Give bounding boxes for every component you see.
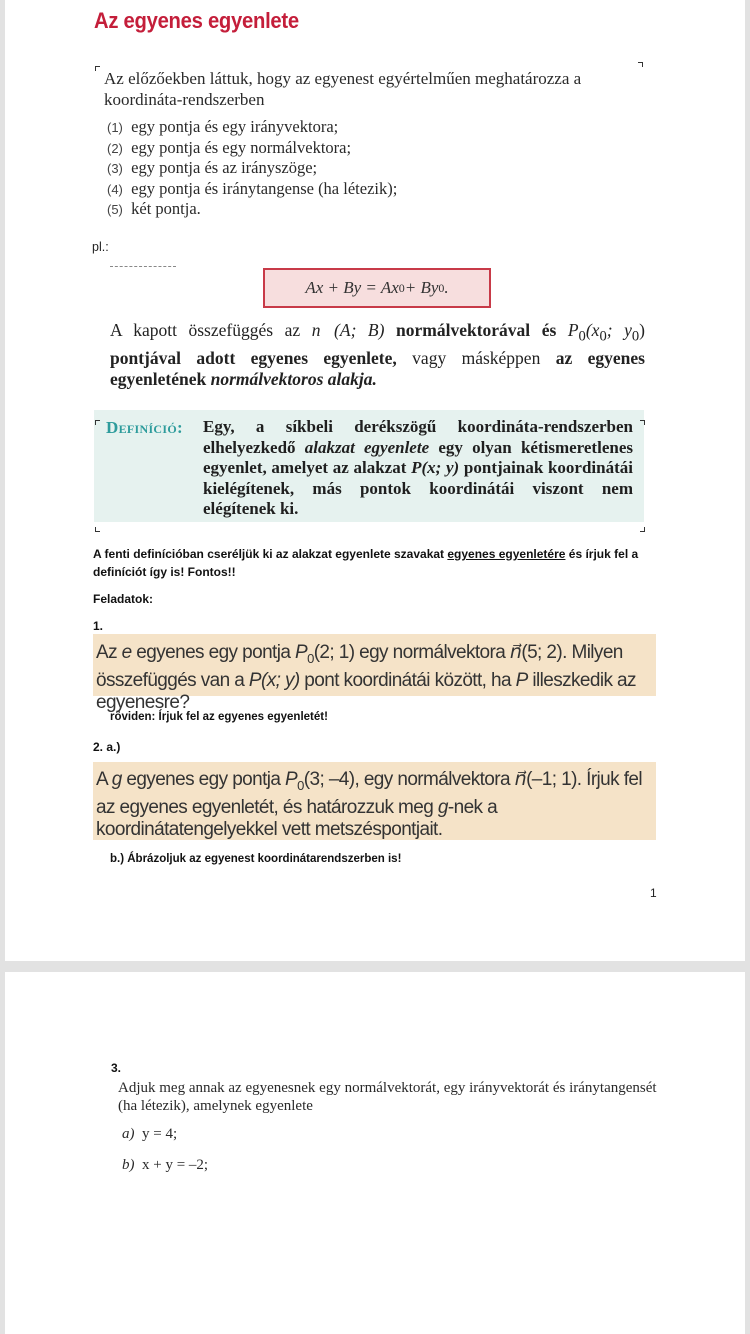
document-page-2 [5, 972, 745, 1334]
corner-mark [640, 527, 645, 532]
instruction-note: A fenti definícióban cseréljük ki az alakzat egyenlete szavakat egyenes egyenletére és írjuk fel a definíciót így is! Fontos!! [93, 547, 639, 579]
formula-box: Ax + By = Ax 0 + By 0 . [263, 268, 491, 308]
intro-paragraph: Az előzőekben láttuk, hogy az egyenest egyértelműen meghatározza a koordináta-rendszerben [104, 69, 582, 109]
corner-mark [638, 62, 643, 67]
corner-mark [95, 66, 100, 71]
task-3-number: 3. [111, 1061, 122, 1075]
list-item: (4) egy pontja és iránytangense (ha létezik); [107, 178, 398, 198]
explanation-paragraph: A kapott összefüggés az n⃗(A; B) normálvektorával és $P_0(x_0$; $y_0$) pontjával adott egyenes egyenlete, vagy másképpen az egyenes egyenletének normálvektoros alakja. [110, 320, 645, 389]
definition-text: Egy, a síkbeli derékszögű koordináta-rendszerben elhelyezkedő alakzat egyenlete egy olyan kétismeretlenes egyenlet, amelyet az alakzat P(x; y) pontjainak koordinátái kielégítenek, más pontok koordinátái viszont nem elégítenek ki. [203, 417, 633, 518]
corner-mark [640, 420, 645, 425]
task-3-item-a: a) y = 4; [122, 1126, 178, 1142]
task-1-number: 1. [93, 619, 104, 633]
task-2-part-b: b.) Ábrázoljuk az egyenest koordinátarendszerben is! [110, 853, 402, 865]
page-title: Az egyenes egyenlete [94, 8, 299, 33]
example-label: pl.: [92, 240, 109, 254]
page-number: 1 [650, 886, 657, 900]
task-2-number: 2. a.) [93, 740, 121, 754]
list-item: (1) egy pontja és egy irányvektora; [107, 117, 339, 136]
task-2-box: A g egyenes egy pontja $P_0(3$; –4), egy normálvektora n⃗(–1; 1). Írjuk fel az egyenes egyenletét, és határozzuk meg g-nek a koordinátatengelyekkel vett metszéspontjait. [93, 762, 656, 840]
tasks-heading: Feladatok: [93, 592, 154, 606]
dashed-divider [110, 266, 176, 267]
task-3-item-b: b) x + y = –2; [122, 1157, 209, 1173]
task-1-box: Az e egyenes egy pontja $P_0(2$; 1) egy normálvektora n⃗(5; 2). Milyen összefüggés van a P(x; y) pont koordinátái között, ha P illeszkedik az egyenesre? [93, 634, 656, 696]
corner-mark [95, 420, 100, 425]
determination-list [107, 117, 397, 220]
definition-label: Definíció: [106, 418, 183, 437]
corner-mark [95, 527, 100, 532]
list-item: (3) egy pontja és az irányszöge; [107, 158, 318, 177]
task-3-text: Adjuk meg annak az egyenesnek egy normálvektorát, egy irányvektorát és iránytangensét (ha létezik), amelynek egyenlete [118, 1080, 657, 1114]
task-1-short-instruction: röviden: Írjuk fel az egyenes egyenletét! [110, 711, 328, 723]
list-item: (2) egy pontja és egy normálvektora; [107, 137, 352, 157]
list-item: (5) két pontja. [107, 199, 201, 218]
